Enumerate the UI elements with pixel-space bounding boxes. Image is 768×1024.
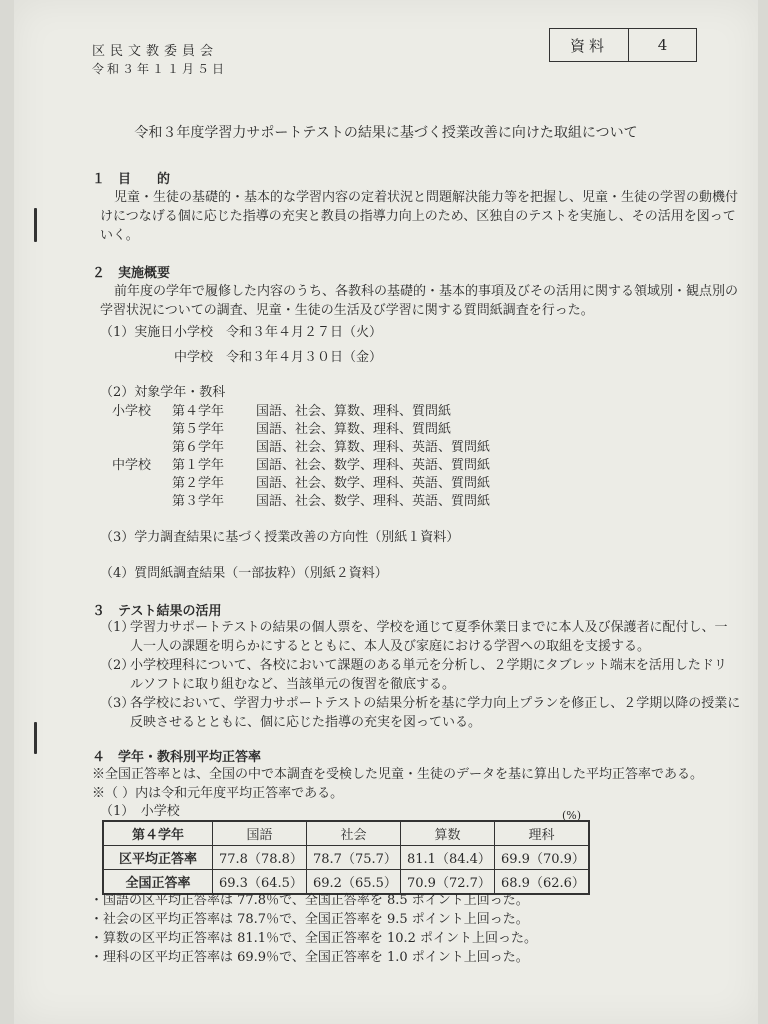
bullet-item: ・算数の区平均正答率は 81.1％で、全国正答率を 10.2 ポイント上回った。 <box>90 931 538 946</box>
bullet-item: ・理科の区平均正答率は 69.9％で、全国正答率を 1.0 ポイント上回った。 <box>90 950 529 965</box>
sec3-item-line: 人一人の課題を明らかにするとともに、本人及び家庭における学習への取組を支援する。 <box>130 639 651 654</box>
item4: （4）質問紙調査結果（一部抜粋）（別紙２資料） <box>100 566 388 581</box>
grade-row-grade: 第４学年 <box>172 404 225 419</box>
row-label: 全国正答率 <box>103 870 213 895</box>
sec3-item-line: 小学校理科について、各校において課題のある単元を分析し、２学期にタブレット端末を活用したドリ <box>130 658 727 673</box>
grade-row-grade: 第３学年 <box>172 494 225 509</box>
sec4-note-1: ※全国正答率とは、全国の中で本調査を受検した児童・生徒のデータを基に算出した平均正答率である。 <box>92 767 704 782</box>
table-header-cell: 第４学年 <box>103 821 213 846</box>
item3: （3）学力調査結果に基づく授業改善の方向性（別紙１資料） <box>100 530 460 545</box>
scores-table <box>102 820 590 895</box>
item1-elementary: 小学校 令和３年４月２７日（火） <box>174 325 383 340</box>
binder-mark-top <box>34 208 37 242</box>
sec3-heading: ３ テスト結果の活用 <box>92 604 222 619</box>
table-cell: 69.9（70.9） <box>495 846 590 870</box>
table-cell: 69.3（64.5） <box>213 870 307 895</box>
table-header-row <box>103 821 589 846</box>
sec1-line-3: いく。 <box>100 228 139 243</box>
sec2-line-1: 前年度の学年で履修した内容のうち、各教科の基礎的・基本的事項及びその活用に関する領域別・観点別の <box>114 284 739 299</box>
grade-row-grade: 第６学年 <box>172 440 225 455</box>
grade-row-subjects: 国語、社会、算数、理科、英語、質問紙 <box>256 440 491 455</box>
table-unit: (%) <box>562 809 582 822</box>
item1-junior: 中学校 令和３年４月３０日（金） <box>174 350 383 365</box>
page-title: 令和３年度学習力サポートテストの結果に基づく授業改善に向けた取組について <box>134 125 638 141</box>
binder-mark-bottom <box>34 722 37 754</box>
sec3-item-num: （1） <box>100 620 135 635</box>
item1-label: （1）実施日 <box>100 325 174 340</box>
row-label: 区平均正答率 <box>103 846 213 870</box>
item2-label: （2）対象学年・教科 <box>100 385 226 400</box>
sec2-line-2: 学習状況についての調査、児童・生徒の生活及び学習に関する質問紙調査を行った。 <box>100 303 594 318</box>
sec3-item-line: 学習力サポートテストの結果の個人票を、学校を通じて夏季休業日までに本人及び保護者に配付し、一 <box>130 620 728 635</box>
table-cell: 70.9（72.7） <box>401 870 495 895</box>
grade-row-subjects: 国語、社会、算数、理科、質問紙 <box>256 404 452 419</box>
sec2-heading: ２ 実施概要 <box>92 266 171 281</box>
sec1-heading: １ 目 的 <box>92 172 171 187</box>
grade-row-subjects: 国語、社会、算数、理科、質問紙 <box>256 422 452 437</box>
doc-label: 資料 <box>550 29 629 61</box>
sec3-item-line: 反映させるとともに、個に応じた指導の充実を図っている。 <box>130 715 482 730</box>
doc-date: 令和３年１１月５日 <box>92 62 228 76</box>
table-cell: 81.1（84.4） <box>401 846 495 870</box>
sec3-item-line: 各学校において、学習力サポートテストの結果分析を基に学力向上プランを修正し、２学期以降の授業に <box>130 696 741 711</box>
table-header-cell: 社会 <box>307 821 401 846</box>
sec3-item-line: ルソフトに取り組むなど、当該単元の復習を徹底する。 <box>130 677 456 692</box>
sec4-sub-label: （1） 小学校 <box>100 804 180 819</box>
sec1-line-1: 児童・生徒の基礎的・基本的な学習内容の定着状況と問題解決能力等を把握し、児童・生徒の学習の動機付 <box>114 190 739 205</box>
grade-row-grade: 第１学年 <box>172 458 225 473</box>
sec1-line-2: けにつなげる個に応じた指導の充実と教員の指導力向上のため、区独自のテストを実施し、その活用を図って <box>100 209 736 224</box>
junior-label: 中学校 <box>112 458 152 473</box>
table-cell: 77.8（78.8） <box>213 846 307 870</box>
table-cell: 69.2（65.5） <box>307 870 401 895</box>
sec4-heading: ４ 学年・教科別平均正答率 <box>92 750 262 765</box>
table-header-cell: 国語 <box>213 821 307 846</box>
bullet-item: ・国語の区平均正答率は 77.8％で、全国正答率を 8.5 ポイント上回った。 <box>90 893 529 908</box>
grade-row-grade: 第２学年 <box>172 476 225 491</box>
sec3-item-num: （2） <box>100 658 135 673</box>
sec3-item-num: （3） <box>100 696 135 711</box>
doc-number: 4 <box>657 36 668 54</box>
grade-row-subjects: 国語、社会、数学、理科、英語、質問紙 <box>256 494 491 509</box>
sec4-note-2: ※（ ）内は令和元年度平均正答率である。 <box>92 786 344 801</box>
document-number-box <box>549 28 697 62</box>
grade-row-grade: 第５学年 <box>172 422 225 437</box>
grade-row-subjects: 国語、社会、数学、理科、英語、質問紙 <box>256 458 491 473</box>
table-row <box>103 846 589 870</box>
grade-row-subjects: 国語、社会、数学、理科、英語、質問紙 <box>256 476 491 491</box>
table-cell: 68.9（62.6） <box>495 870 590 895</box>
document-page <box>14 0 758 1024</box>
org-name: 区民文教委員会 <box>92 44 219 59</box>
elementary-label: 小学校 <box>112 404 152 419</box>
table-cell: 78.7（75.7） <box>307 846 401 870</box>
table-header-cell: 算数 <box>401 821 495 846</box>
table-header-cell: 理科 <box>495 821 590 846</box>
bullet-item: ・社会の区平均正答率は 78.7％で、全国正答率を 9.5 ポイント上回った。 <box>90 912 529 927</box>
